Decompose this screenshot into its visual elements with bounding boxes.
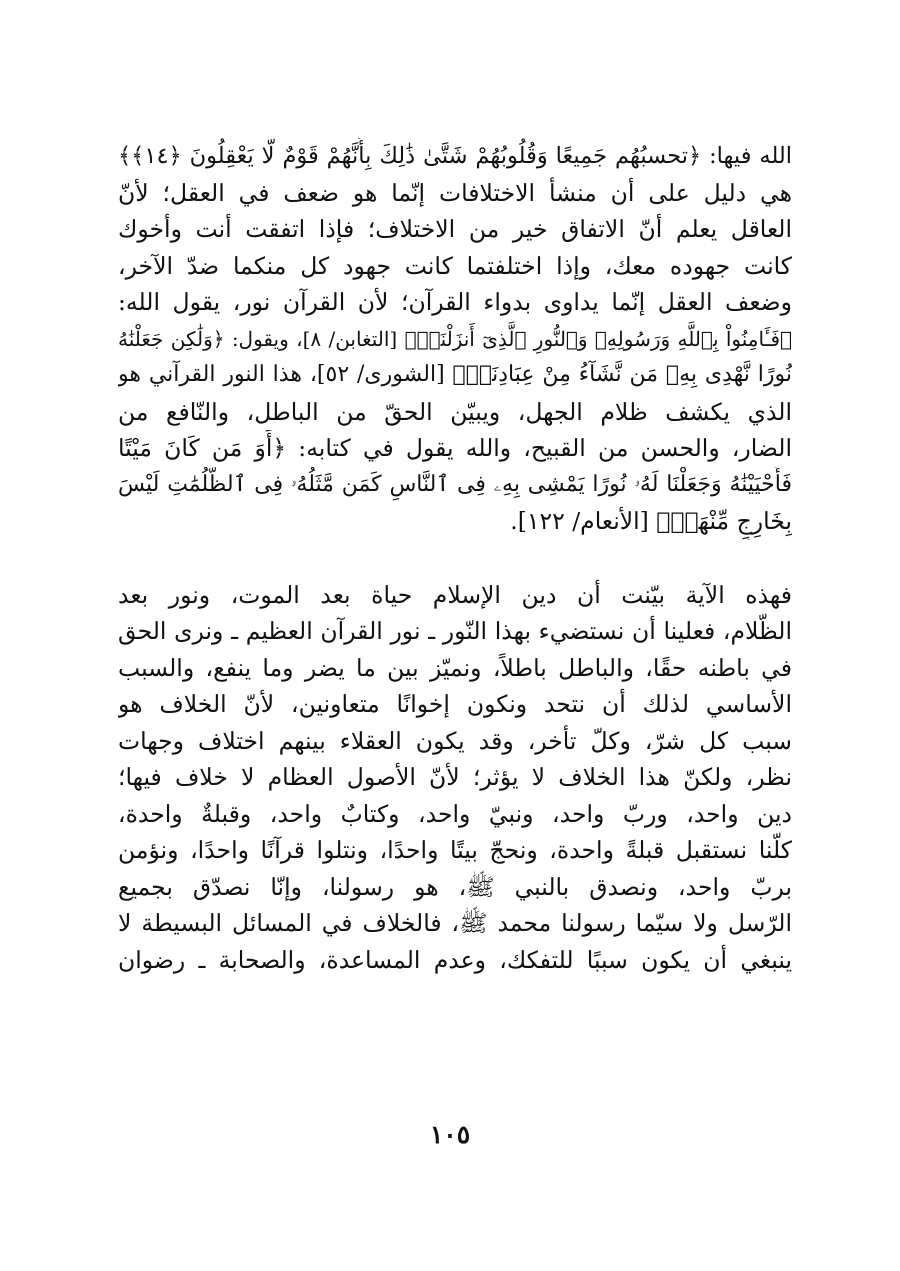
text-line: في باطنه حقًا، والباطل باطلاً، ونميّز بين ما يضر وما ينفع، والسبب xyxy=(118,653,792,682)
page-number: ١٠٥ xyxy=(429,1120,471,1149)
text-line: فَأَحْيَيْنَٰهُ وَجَعَلْنَا لَهُۥ نُورًا يَمْشِى بِهِۦ فِى ٱلنَّاسِ كَمَن مَّثَلُهُۥ فِى ٱلظُّلُمَٰتِ لَيْسَ xyxy=(118,471,792,497)
text-line: نُورًا نَّهْدِى بِهِۦ مَن نَّشَآءُ مِنْ عِبَادِنَاۚ﴾ [الشورى/ ٥٢]، هذا النور القرآني هو xyxy=(118,362,792,387)
text-line: فهذه الآية بيّنت أن دين الإسلام حياة بعد الموت، ونور بعد xyxy=(118,580,792,609)
text-line: وضعف العقل إنّما يداوى بدواء القرآن؛ لأن القرآن نور، يقول الله: xyxy=(118,288,792,316)
text-line: بربّ واحد، ونصدق بالنبي ﷺ، هو رسولنا، وإنّا نصدّق بجميع xyxy=(118,872,792,901)
text-line: ينبغي أن يكون سببًا للتفكك، وعدم المساعدة، والصحابة ـ رضوان xyxy=(118,945,792,974)
text-line: الله فيها: ﴿تحسبُهُم جَمِيعًا وَقُلُوبُهُمْ شَتَّىٰ ذَٰلِكَ بِأَنَّهُمْ قَوْمٌ لَّا يَعْقِلُونَ ﴿١٤﴾﴾ xyxy=(118,143,792,169)
text-line: نظر، ولكنّ هذا الخلاف لا يؤثر؛ لأنّ الأصول العظام لا خلاف فيها؛ xyxy=(118,763,792,791)
text-line: بِخَارِجٍ مِّنْهَاۚ﴾ [الأنعام/ ١٢٢]. xyxy=(510,507,792,535)
page-body xyxy=(118,138,792,978)
text-line: الأساسي لذلك أن نتحد ونكون إخوانًا متعاونين، لأنّ الخلاف هو xyxy=(118,690,792,718)
text-line: كانت جهوده معك، وإذا اختلفتما كانت جهود كل منكما ضدّ الآخر، xyxy=(118,251,792,280)
text-line: الضار، والحسن من القبيح، والله يقول في كتابه: ﴿أَوَ مَن كَانَ مَيْتًا xyxy=(118,434,792,462)
paragraph-2 xyxy=(118,577,792,979)
text-line: الظّلام، فعلينا أن نستضيء بهذا النّور ـ نور القرآن العظيم ـ ونرى الحق xyxy=(118,617,792,645)
paragraph-1 xyxy=(118,138,792,540)
text-line: دين واحد، وربّ واحد، ونبيّ واحد، وكتابٌ واحد، وقبلةٌ واحدة، xyxy=(118,799,792,828)
text-line: سبب كل شرّ، وكلّ تأخر، وقد يكون العقلاء بينهم اختلاف وجهات xyxy=(118,726,792,755)
text-line: العاقل يعلم أنّ الاتفاق خير من الاختلاف؛ فإذا اتفقت أنت وأخوك xyxy=(118,215,792,243)
paragraph-gap xyxy=(118,540,792,577)
text-line: ﴿فَـَٔامِنُواْ بِٱللَّهِ وَرَسُولِهِۦ وَٱلنُّورِ ٱلَّذِىٓ أَنزَلْنَاۚ﴾ [التغابن/ ٨]، ويقول: ﴿وَلَٰكِن جَعَلْنَٰهُ xyxy=(118,326,792,351)
text-line: الذي يكشف ظلام الجهل، ويبيّن الحقّ من الباطل، والنّافع من xyxy=(118,397,792,426)
text-line: هي دليل على أن منشأ الاختلافات إنّما هو ضعف في العقل؛ لأنّ xyxy=(118,178,792,207)
text-line: كلّنا نستقبل قبلةً واحدة، ونحجّ بيتًا واحدًا، ونتلوا قرآنًا واحدًا، ونؤمن xyxy=(118,836,792,864)
text-line: الرّسل ولا سيّما رسولنا محمد ﷺ، فالخلاف في المسائل البسيطة لا xyxy=(118,909,792,937)
